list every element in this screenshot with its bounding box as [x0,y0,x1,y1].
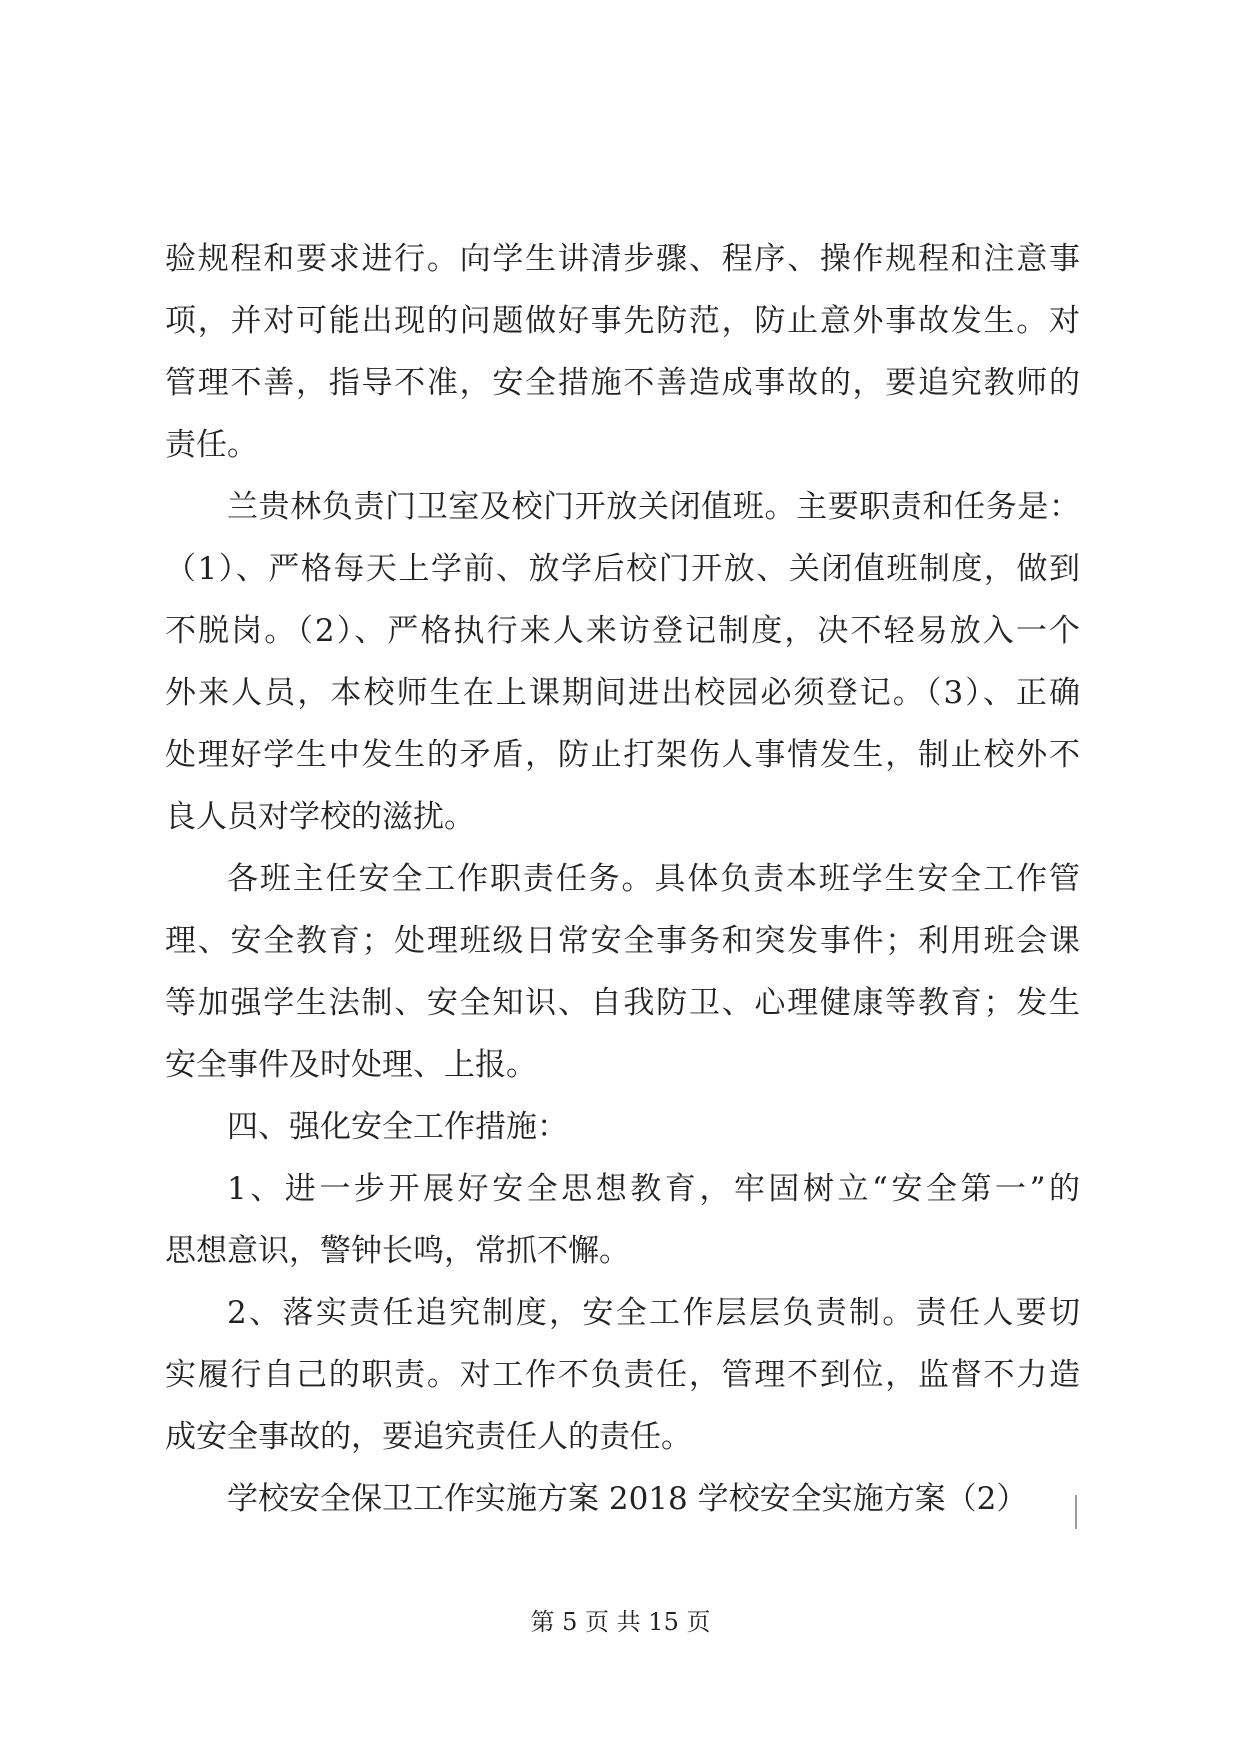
section-heading-measures [165,1096,1080,1158]
page-footer: 第 5 页 共 15 页 [530,1608,711,1636]
text-line: 不脱岗。（2）、严格执行来人来访登记制度，决不轻易放入一个 [165,613,1080,649]
paragraph-measure-2 [165,1282,1080,1468]
text-line: 处理好学生中发生的矛盾，防止打架伤人事情发生，制止校外不 [165,737,1080,773]
text-line: 学校安全保卫工作实施方案 2018 学校安全实施方案（2） [227,1481,1028,1517]
text-line: 兰贵林负责门卫室及校门开放关闭值班。主要职责和任务是： [227,489,1080,525]
text-line: 思想意识，警钟长鸣，常抓不懈。 [165,1233,630,1269]
text-line: 四、强化安全工作措施： [227,1109,568,1145]
paragraph-gatekeeper-duties [165,476,1080,848]
text-line: 安全事件及时处理、上报。 [165,1047,537,1083]
text-line: 成安全事故的，要追究责任人的责任。 [165,1419,692,1455]
text-line: 实履行自己的职责。对工作不负责任，管理不到位，监督不力造 [165,1357,1080,1393]
paragraph-measure-1 [165,1158,1080,1282]
text-line: 理、安全教育；处理班级日常安全事务和突发事件；利用班会课 [165,923,1080,959]
text-line: 管理不善，指导不准，安全措施不善造成事故的，要追究教师的 [165,365,1080,401]
paragraph-class-teacher-duties [165,848,1080,1096]
text-line: 2、落实责任追究制度，安全工作层层负责制。责任人要切 [227,1295,1080,1331]
text-line: 外来人员，本校师生在上课期间进出校园必须登记。（3）、正确 [165,675,1080,711]
text-line: 责任。 [165,427,258,463]
text-line: 验规程和要求进行。向学生讲清步骤、程序、操作规程和注意事 [165,241,1080,277]
paragraph-lab-safety [165,228,1080,476]
text-line: 项，并对可能出现的问题做好事先防范，防止意外事故发生。对 [165,303,1080,339]
document-body [165,228,1080,1530]
text-line: 1、进一步开展好安全思想教育，牢固树立“安全第一”的 [227,1171,1080,1207]
text-line: 等加强学生法制、安全知识、自我防卫、心理健康等教育；发生 [165,985,1080,1021]
text-cursor-bar [1075,1495,1077,1529]
text-line: 良人员对学校的滋扰。 [165,799,475,835]
text-line: 各班主任安全工作职责任务。具体负责本班学生安全工作管 [227,861,1080,897]
paragraph-next-plan-title [165,1468,1080,1530]
text-line: （1）、严格每天上学前、放学后校门开放、关闭值班制度，做到 [165,551,1080,587]
